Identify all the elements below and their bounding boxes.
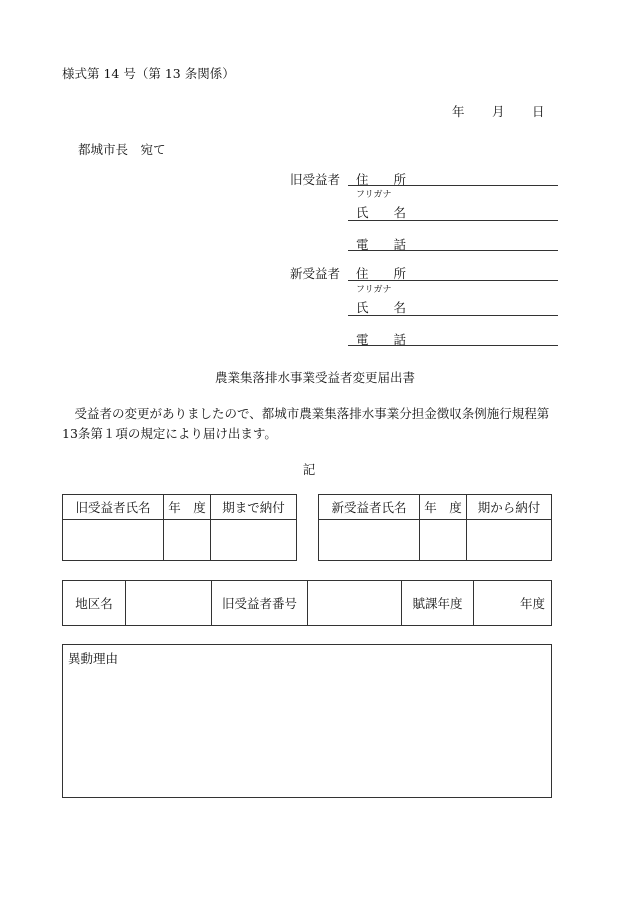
new-table-paid-from-cell[interactable] [467,520,552,561]
change-reason-box[interactable] [62,644,552,798]
date-month-label: 月 [492,104,505,119]
old-address-line[interactable] [348,185,558,186]
addressee: 都城市長 宛て [78,142,166,157]
new-table-header-year: 年 度 [420,495,467,520]
old-table-name-cell[interactable] [63,520,164,561]
old-beneficiary-number-label: 旧受益者番号 [212,581,308,626]
old-name-line[interactable] [348,220,558,221]
old-table-paid-until-cell[interactable] [211,520,297,561]
new-furigana-label: フリガナ [356,285,392,295]
tax-year-cell[interactable] [474,581,552,626]
district-name-cell[interactable] [126,581,212,626]
old-phone-line[interactable] [348,250,558,251]
document-body: 受益者の変更がありましたので、都城市農業集落排水事業分担金徴収条例施行規程第13条第１項の規定により届け出ます。 [62,406,550,441]
old-phone-label: 電 話 [356,237,407,252]
new-name-line[interactable] [348,315,558,316]
change-reason-label: 異動理由 [68,651,119,666]
old-beneficiary-table [62,494,297,561]
old-furigana-label: フリガナ [356,190,392,200]
old-address-label: 住 所 [356,172,407,187]
new-table-year-cell[interactable] [420,520,467,561]
new-beneficiary-table [318,494,552,561]
date-year-label: 年 [452,104,465,119]
old-beneficiary-number-cell[interactable] [308,581,402,626]
new-phone-label: 電 話 [356,332,407,347]
ki-label: 記 [302,462,316,477]
old-table-year-cell[interactable] [164,520,211,561]
district-table [62,580,552,626]
old-name-label: 氏 名 [356,205,407,220]
new-beneficiary-label: 新受益者 [290,266,341,281]
district-name-label: 地区名 [63,581,126,626]
new-table-header-name: 新受益者氏名 [319,495,420,520]
new-address-label: 住 所 [356,266,407,281]
old-table-header-paid-until: 期まで納付 [211,495,297,520]
document-title: 農業集落排水事業受益者変更届出書 [214,370,415,385]
nendo-suffix: 年度 [519,596,545,611]
old-beneficiary-label: 旧受益者 [290,172,341,187]
new-table-header-paid-from: 期から納付 [467,495,552,520]
old-table-header-year: 年 度 [164,495,211,520]
new-name-label: 氏 名 [356,300,407,315]
new-table-name-cell[interactable] [319,520,420,561]
date-day-label: 日 [532,104,545,119]
old-table-header-name: 旧受益者氏名 [63,495,164,520]
new-address-line[interactable] [348,280,558,281]
new-phone-line[interactable] [348,345,558,346]
form-number: 様式第 14 号（第 13 条関係） [62,66,235,81]
tax-year-label: 賦課年度 [402,581,474,626]
